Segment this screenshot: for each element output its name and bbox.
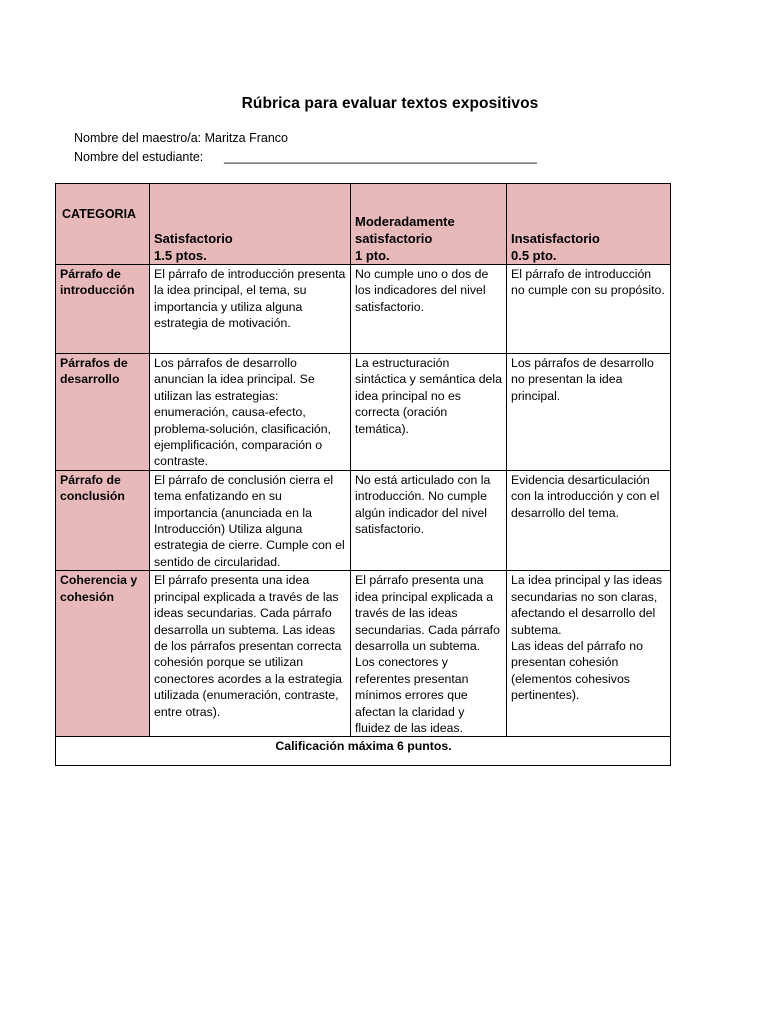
- table-row: [56, 265, 671, 354]
- cell-insatisfactorio-part1: La idea principal y las ideas secundarias no son claras, afectando el desarrollo del subtema.: [511, 573, 663, 637]
- header-insatisfactorio-name: Insatisfactorio: [511, 231, 600, 246]
- row-category: Coherencia y cohesión: [56, 571, 150, 737]
- cell-insatisfactorio: El párrafo de introducción no cumple con su propósito.: [507, 265, 671, 354]
- header-moderado-name: Moderadamente satisfactorio: [355, 214, 455, 246]
- header-insatisfactorio: [507, 184, 671, 265]
- header-satisfactorio: [150, 184, 351, 265]
- header-row: [56, 184, 671, 265]
- student-line: [74, 150, 537, 164]
- header-satisfactorio-name: Satisfactorio: [154, 231, 233, 246]
- footer-row: [56, 737, 671, 766]
- header-moderado: [351, 184, 507, 265]
- student-name-blank: _____________________________________________: [224, 150, 537, 164]
- header-satisfactorio-points: 1.5 ptos.: [154, 248, 207, 263]
- cell-moderado: El párrafo presenta una idea principal explicada a través de las ideas secundarias. Cada párrafo desarrolla un subtema. Los conectores y referentes presentan mínimos errores que afectan la claridad y fluidez de las ideas.: [351, 571, 507, 737]
- table-row: [56, 470, 671, 570]
- teacher-line: [74, 131, 288, 145]
- row-category: Párrafo de conclusión: [56, 470, 150, 570]
- max-score-note: Calificación máxima 6 puntos.: [56, 737, 671, 766]
- cell-moderado: La estructuración sintáctica y semántica dela idea principal no es correcta (oración temática).: [351, 354, 507, 471]
- header-category: CATEGORIA: [56, 184, 150, 265]
- cell-insatisfactorio: [507, 571, 671, 737]
- row-category: Párrafo de introducción: [56, 265, 150, 354]
- table-row: [56, 571, 671, 737]
- student-label: Nombre del estudiante:: [74, 150, 204, 164]
- teacher-name: Maritza Franco: [204, 131, 288, 145]
- cell-satisfactorio: El párrafo de conclusión cierra el tema enfatizando en su importancia (anunciada en la Introducción) Utiliza alguna estrategia de cierre. Cumple con el sentido de circularidad.: [150, 470, 351, 570]
- cell-insatisfactorio-part2: Las ideas del párrafo no presentan cohesión (elementos cohesivos pertinentes).: [511, 638, 643, 703]
- cell-satisfactorio: El párrafo de introducción presenta la idea principal, el tema, su importancia y utiliza alguna estrategia de motivación.: [150, 265, 351, 354]
- cell-satisfactorio: Los párrafos de desarrollo anuncian la idea principal. Se utilizan las estrategias: enumeración, causa-efecto, problema-solución, clasificación, ejemplificación, comparación o contraste.: [150, 354, 351, 471]
- cell-moderado: No cumple uno o dos de los indicadores del nivel satisfactorio.: [351, 265, 507, 354]
- row-category: Párrafos de desarrollo: [56, 354, 150, 471]
- cell-insatisfactorio: Evidencia desarticulación con la introducción y con el desarrollo del tema.: [507, 470, 671, 570]
- cell-satisfactorio: El párrafo presenta una idea principal explicada a través de las ideas secundarias. Cada párrafo desarrolla un subtema. Las ideas de los párrafos presentan correcta cohesión porque se utilizan conectores acordes a la estrategia utilizada (enumeración, contraste, entre otras).: [150, 571, 351, 737]
- header-insatisfactorio-points: 0.5 pto.: [511, 248, 557, 263]
- header-moderado-points: 1 pto.: [355, 248, 390, 263]
- document-title: Rúbrica para evaluar textos expositivos: [241, 95, 539, 112]
- teacher-label: Nombre del maestro/a:: [74, 131, 202, 145]
- cell-insatisfactorio: Los párrafos de desarrollo no presentan la idea principal.: [507, 354, 671, 471]
- rubric-table: [55, 183, 671, 766]
- table-row: [56, 354, 671, 471]
- cell-moderado: No está articulado con la introducción. No cumple algún indicador del nivel satisfactorio.: [351, 470, 507, 570]
